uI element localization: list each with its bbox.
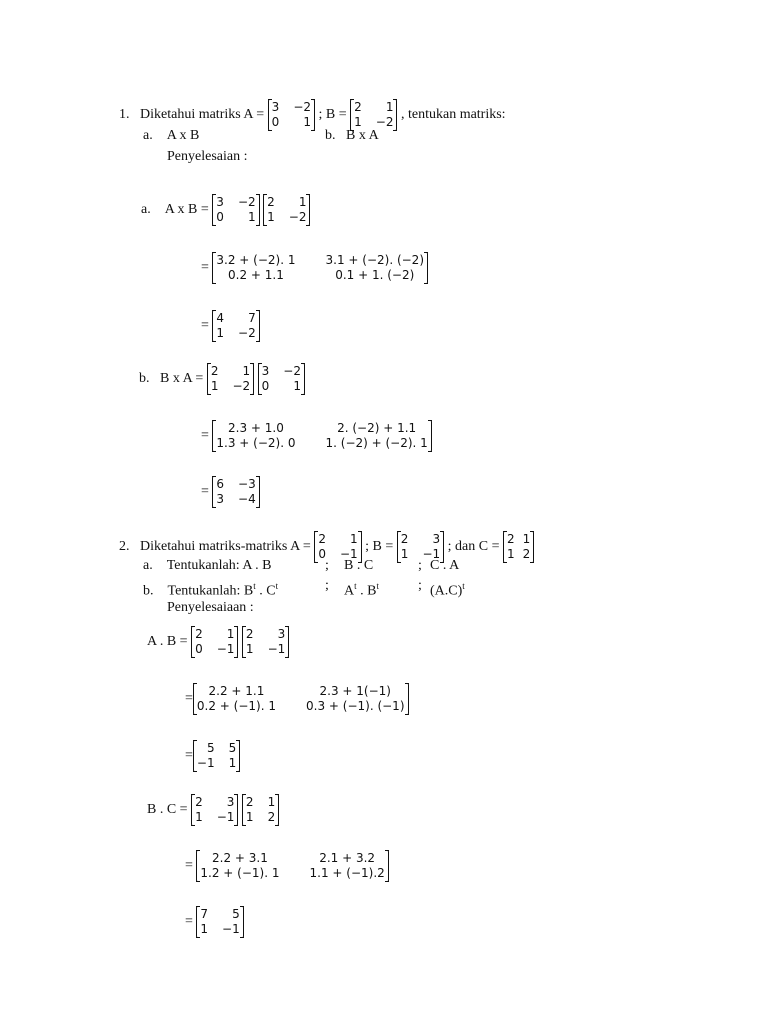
matrix-entry: 0.2 + 1.1 [228,268,284,282]
matrix-entry: = [185,748,193,764]
matrix-entry: 7 [248,311,256,325]
problem-1-intro: Diketahui matriks A = [140,107,265,123]
matrix-entry: b. [139,371,150,387]
matrix [196,850,388,882]
matrix-entry: −2 [288,210,307,224]
matrix-entry: −1 [267,642,286,656]
matrix-entry: 3.2 + (−2). 1 [216,253,296,267]
question-2b-act [430,578,465,600]
matrix-entry: = [185,914,193,930]
matrix-entry: 0 [195,642,203,656]
matrix-entry: , tentukan matriks: [400,107,506,123]
matrix-entry: 2 [506,532,515,546]
matrix-entry: t [253,581,256,591]
matrix-entry: 7 [200,907,209,921]
matrix-entry: ; dan C = [447,539,500,555]
solution-2-ab-line1 [147,626,289,658]
matrix-entry: 2.3 + 1.0 [228,421,284,435]
matrix-entry: t [462,581,465,591]
matrix-entry: 2 [210,364,219,378]
matrix-entry: 2 [245,627,254,641]
solution-1a-result [201,310,260,342]
matrix-entry: 1 [293,379,301,393]
matrix-entry: −2 [232,379,251,393]
matrix-entry: (A.C) [430,583,463,599]
matrix-entry: −1 [216,810,235,824]
matrix-entry: −1 [196,756,215,770]
solution-2-ab-line2 [185,683,409,715]
matrix-entry: −2 [237,195,256,209]
matrix-entry: 1 [298,195,307,209]
problem-1-statement [119,99,506,131]
matrix-entry: 2 [195,627,203,641]
question-2b-sep1: ; [325,578,329,593]
matrix-entry: a. [143,558,153,573]
matrix [191,626,238,658]
matrix-entry: −1 [422,547,441,561]
matrix-entry: 1 [242,364,251,378]
question-2b-atbt [344,578,379,600]
matrix-entry: ; B = [365,539,394,555]
matrix-entry: 0 [261,379,270,393]
matrix-entry: 2 [318,532,326,546]
matrix-entry: A . B = [147,634,188,650]
matrix-entry: A x B = [164,202,209,218]
matrix [242,626,289,658]
solution-1b-line2 [201,420,432,452]
matrix-entry: t [275,581,279,591]
question-2b [143,578,278,600]
matrix-entry: . B [356,583,377,599]
matrix [263,194,310,226]
matrix-entry: Diketahui matriks-matriks A = [140,539,311,555]
matrix [191,794,238,826]
solution-2-heading: Penyelesaiaan : [167,600,254,615]
matrix-entry: 1 [354,115,362,129]
matrix-entry: Tentukanlah: B [167,583,254,599]
matrix-entry: 1.1 + (−1).2 [309,866,385,880]
question-2a [143,558,272,574]
matrix-entry: 1 [248,210,256,224]
matrix [212,194,259,226]
matrix-entry: −2 [293,100,312,114]
matrix-entry: 3 [277,627,286,641]
matrix [196,906,243,938]
solution-1a-line1 [141,194,310,226]
matrix-entry: −1 [339,547,358,561]
matrix-entry: A x B [166,128,200,143]
matrix-entry: −2 [283,364,301,378]
matrix-entry: t [354,581,357,591]
matrix [193,683,409,715]
matrix-entry: = [185,858,193,874]
matrix-entry: 1 [522,532,531,546]
matrix [193,740,240,772]
matrix-entry: 3 [432,532,441,546]
matrix [207,363,254,395]
matrix-entry: = [185,691,193,707]
matrix-entry: a. [141,202,151,218]
matrix-entry: 0.3 + (−1). (−1) [306,699,405,713]
solution-1b-result [201,476,260,508]
problem-2-number: 2. [119,539,130,555]
problem-1-number: 1. [119,107,130,123]
solution-2-bc-result [185,906,244,938]
solution-2-bc-line1 [147,794,279,826]
matrix-entry: 0.1 + 1. (−2) [335,268,415,282]
matrix-entry: −1 [222,922,240,936]
matrix-entry: 5 [206,741,215,755]
matrix-entry: 2.3 + 1(−1) [319,684,391,698]
matrix-c [503,531,534,563]
matrix-entry: = [201,484,209,500]
solution-1b-line1 [139,363,305,395]
question-2b-sep2: ; [418,578,422,593]
matrix-a [268,99,315,131]
matrix-entry: . C [255,583,276,599]
matrix [212,310,259,342]
matrix-entry: 3 [261,364,270,378]
matrix-entry: 4 [216,311,225,325]
matrix [242,794,279,826]
matrix-entry: 1 [245,810,254,824]
matrix-entry: 1 [228,756,237,770]
matrix-entry: 3 [226,795,235,809]
matrix-entry: 1 [267,795,276,809]
question-2a-bc: B . C [344,558,374,573]
matrix-entry: 3.1 + (−2). (−2) [325,253,425,267]
solution-1a-line2 [201,252,428,284]
matrix-entry: 1 [216,326,225,340]
matrix-entry: 2 [400,532,409,546]
matrix-entry: B x A [346,128,379,143]
matrix-entry: 0 [271,115,280,129]
matrix-entry: 1 [267,210,275,224]
question-2a-sep1: ; [325,558,329,573]
matrix-entry: 2 [245,795,254,809]
matrix-entry: 5 [228,741,237,755]
matrix-entry: 1 [400,547,409,561]
matrix [258,363,305,395]
matrix-entry: 2 [354,100,362,114]
matrix-entry: 2 [195,795,203,809]
matrix-entry: 1 [385,100,394,114]
question-2a-ca: C . A [430,558,460,573]
matrix-entry: 1 [245,642,254,656]
matrix-entry: b. [325,128,336,143]
matrix-entry: t [376,581,379,591]
matrix-entry: 1.3 + (−2). 0 [216,436,296,450]
matrix-entry: 6 [216,477,225,491]
matrix-entry: −2 [238,326,256,340]
matrix-entry: = [201,260,209,276]
matrix-entry: 2.1 + 3.2 [319,851,376,865]
question-2a-sep2: ; [418,558,422,573]
matrix-entry: 1.2 + (−1). 1 [200,866,280,880]
matrix-entry: 3 [216,195,224,209]
matrix-entry: −2 [375,115,394,129]
matrix-entry: Tentukanlah: A . B [166,558,272,573]
matrix-entry: 1 [350,532,358,546]
matrix-entry: b. [143,583,154,599]
matrix-entry: 1. (−2) + (−2). 1 [325,436,428,450]
matrix-entry: 3 [216,492,225,506]
matrix-entry: 1 [210,379,219,393]
solution-1-heading: Penyelesaian : [167,149,248,164]
matrix-b [350,99,397,131]
matrix-entry: ; B = [318,107,347,123]
matrix-entry: B x A = [160,371,204,387]
matrix-entry: = [201,318,209,334]
matrix-entry: a. [143,128,153,143]
matrix-entry: 2.2 + 3.1 [212,851,268,865]
matrix-entry: 2 [267,810,276,824]
matrix-entry: 1 [506,547,515,561]
matrix-entry: 0.2 + (−1). 1 [196,699,276,713]
question-1b [325,128,379,144]
matrix-entry: 0 [318,547,326,561]
matrix-entry: −3 [238,477,256,491]
matrix-entry: 3 [271,100,280,114]
solution-2-ab-result [185,740,240,772]
matrix [212,476,259,508]
matrix-entry: 1 [226,627,235,641]
matrix-entry: = [201,428,209,444]
matrix-entry: B . C = [147,802,188,818]
solution-2-bc-line2 [185,850,389,882]
matrix-entry: −4 [238,492,256,506]
matrix-entry: 2 [267,195,275,209]
matrix [212,420,431,452]
matrix-entry: 2 [522,547,531,561]
matrix-entry: 1 [200,922,209,936]
matrix-entry: 1 [195,810,203,824]
matrix-entry: A [344,583,355,599]
matrix-entry: 5 [232,907,240,921]
matrix-entry: 0 [216,210,224,224]
matrix-entry: 2. (−2) + 1.1 [337,421,417,435]
matrix-entry: 2.2 + 1.1 [208,684,265,698]
question-1a [143,128,199,144]
matrix-entry: −1 [216,642,235,656]
matrix [212,252,428,284]
matrix-entry: 1 [303,115,312,129]
